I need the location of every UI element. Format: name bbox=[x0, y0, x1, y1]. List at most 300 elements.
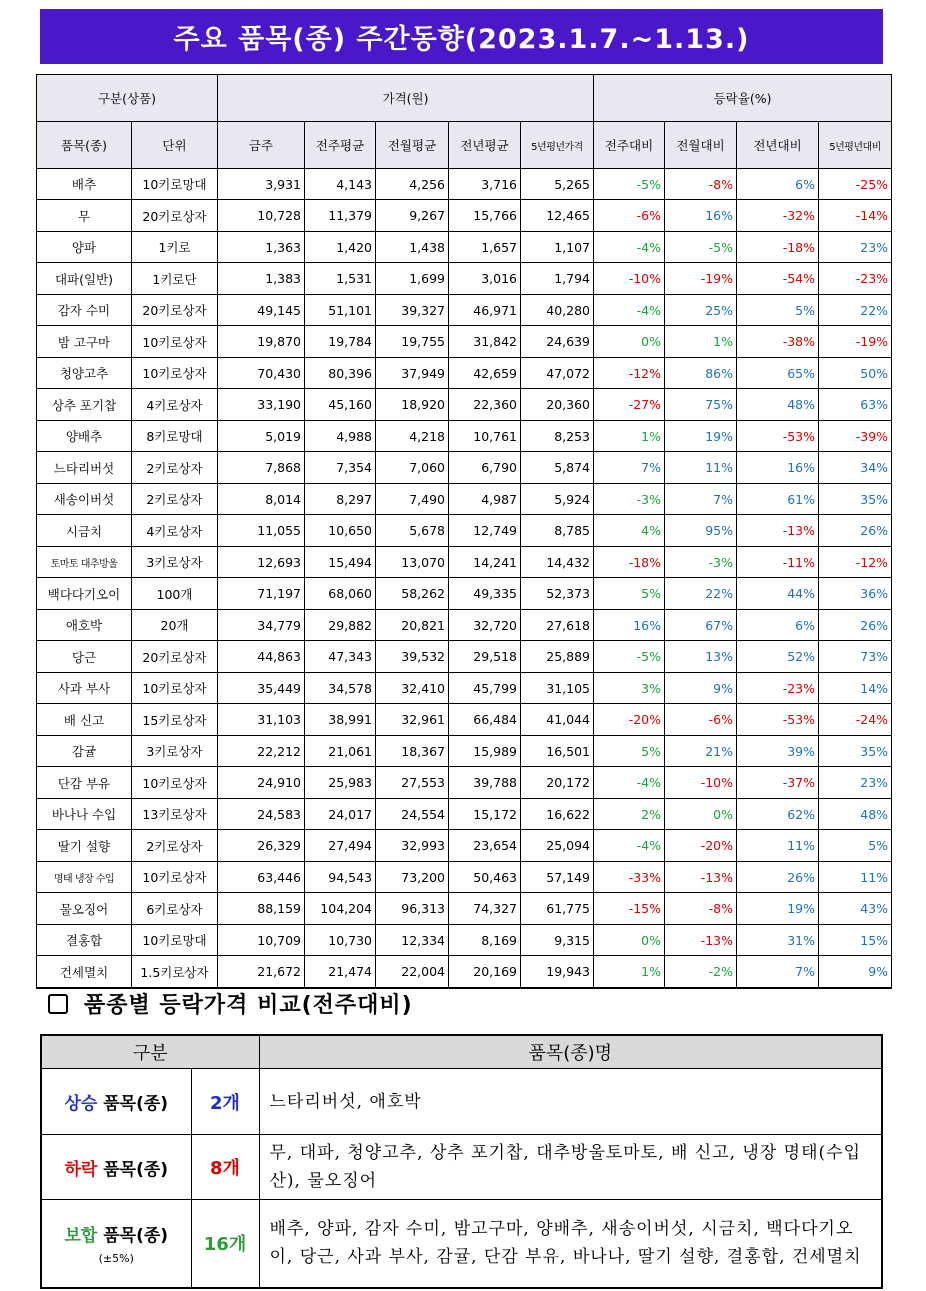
change-cell: 7% bbox=[737, 956, 819, 989]
item-name-cell: 배추 bbox=[37, 169, 132, 200]
change-cell: -33% bbox=[594, 862, 665, 893]
change-cell: 0% bbox=[665, 799, 737, 830]
change-cell: -53% bbox=[737, 421, 819, 452]
column-header: 전월대비 bbox=[665, 122, 737, 169]
change-cell: -54% bbox=[737, 263, 819, 295]
price-cell: 1,438 bbox=[376, 232, 449, 263]
table-row bbox=[37, 862, 892, 893]
change-cell: -2% bbox=[665, 956, 737, 989]
price-cell: 25,889 bbox=[521, 641, 594, 673]
change-cell: 75% bbox=[665, 389, 737, 421]
change-cell: 35% bbox=[819, 736, 892, 767]
column-header: 단위 bbox=[132, 122, 218, 169]
change-cell: 39% bbox=[737, 736, 819, 767]
price-cell: 40,280 bbox=[521, 295, 594, 326]
price-cell: 1,699 bbox=[376, 263, 449, 295]
table-row bbox=[37, 547, 892, 578]
comparison-section-heading bbox=[48, 988, 413, 1019]
change-cell: 35% bbox=[819, 484, 892, 515]
price-cell: 31,105 bbox=[521, 673, 594, 704]
price-cell: 52,373 bbox=[521, 578, 594, 610]
category-label: 품목(종) bbox=[97, 1159, 169, 1180]
price-cell: 1,794 bbox=[521, 263, 594, 295]
price-cell: 32,961 bbox=[376, 704, 449, 736]
price-cell: 20,172 bbox=[521, 767, 594, 799]
change-cell: 9% bbox=[819, 956, 892, 989]
table-row bbox=[37, 263, 892, 295]
change-cell: 1% bbox=[594, 956, 665, 989]
price-cell: 7,060 bbox=[376, 452, 449, 484]
price-cell: 25,094 bbox=[521, 830, 594, 862]
unit-cell: 6키로상자 bbox=[132, 893, 218, 925]
comparison-table bbox=[40, 1034, 883, 1289]
change-cell: -13% bbox=[665, 862, 737, 893]
change-cell: 23% bbox=[819, 767, 892, 799]
price-cell: 4,987 bbox=[449, 484, 521, 515]
column-header: 전주평균 bbox=[305, 122, 376, 169]
item-name-cell: 양배추 bbox=[37, 421, 132, 452]
price-cell: 20,360 bbox=[521, 389, 594, 421]
column-header: 전월평균 bbox=[376, 122, 449, 169]
change-cell: 13% bbox=[665, 641, 737, 673]
comparison-row bbox=[41, 1200, 882, 1288]
change-cell: 43% bbox=[819, 893, 892, 925]
price-cell: 5,874 bbox=[521, 452, 594, 484]
item-name-cell: 양파 bbox=[37, 232, 132, 263]
category-sub: (±5%) bbox=[98, 1252, 134, 1266]
price-cell: 39,327 bbox=[376, 295, 449, 326]
change-cell: -25% bbox=[819, 169, 892, 200]
change-cell: -4% bbox=[594, 295, 665, 326]
change-cell: 50% bbox=[819, 358, 892, 389]
unit-cell: 1.5키로상자 bbox=[132, 956, 218, 989]
price-cell: 42,659 bbox=[449, 358, 521, 389]
change-cell: -15% bbox=[594, 893, 665, 925]
price-cell: 8,297 bbox=[305, 484, 376, 515]
item-name-cell: 밤 고구마 bbox=[37, 326, 132, 358]
price-cell: 26,329 bbox=[218, 830, 305, 862]
price-cell: 29,882 bbox=[305, 610, 376, 641]
change-cell: -5% bbox=[594, 641, 665, 673]
price-cell: 31,842 bbox=[449, 326, 521, 358]
comparison-table-body bbox=[41, 1069, 882, 1288]
price-cell: 73,200 bbox=[376, 862, 449, 893]
item-name-cell: 배 신고 bbox=[37, 704, 132, 736]
unit-cell: 100개 bbox=[132, 578, 218, 610]
price-cell: 32,993 bbox=[376, 830, 449, 862]
category-prefix: 하락 bbox=[64, 1159, 98, 1180]
change-cell: 31% bbox=[737, 925, 819, 956]
price-cell: 24,910 bbox=[218, 767, 305, 799]
price-cell: 37,949 bbox=[376, 358, 449, 389]
category-label: 품목(종) bbox=[97, 1094, 169, 1114]
table-row bbox=[37, 830, 892, 862]
change-cell: 36% bbox=[819, 578, 892, 610]
price-cell: 21,474 bbox=[305, 956, 376, 989]
change-cell: 48% bbox=[737, 389, 819, 421]
price-cell: 4,256 bbox=[376, 169, 449, 200]
price-cell: 34,578 bbox=[305, 673, 376, 704]
price-cell: 13,070 bbox=[376, 547, 449, 578]
unit-cell: 20키로상자 bbox=[132, 641, 218, 673]
unit-cell: 3키로상자 bbox=[132, 547, 218, 578]
price-cell: 9,315 bbox=[521, 925, 594, 956]
price-cell: 1,420 bbox=[305, 232, 376, 263]
table-row bbox=[37, 358, 892, 389]
unit-cell: 2키로상자 bbox=[132, 452, 218, 484]
price-cell: 68,060 bbox=[305, 578, 376, 610]
comparison-header-items: 품목(종)명 bbox=[259, 1035, 882, 1069]
change-cell: -10% bbox=[665, 767, 737, 799]
price-cell: 49,145 bbox=[218, 295, 305, 326]
table-row bbox=[37, 956, 892, 989]
change-cell: 5% bbox=[594, 736, 665, 767]
price-cell: 29,518 bbox=[449, 641, 521, 673]
change-cell: -18% bbox=[737, 232, 819, 263]
item-name-cell: 결홍합 bbox=[37, 925, 132, 956]
change-cell: -39% bbox=[819, 421, 892, 452]
change-cell: -32% bbox=[737, 200, 819, 232]
change-cell: 4% bbox=[594, 515, 665, 547]
section-title: 품종별 등락가격 비교(전주대비) bbox=[84, 993, 413, 1018]
change-cell: -3% bbox=[665, 547, 737, 578]
table-row bbox=[37, 704, 892, 736]
change-cell: 1% bbox=[594, 421, 665, 452]
price-cell: 8,785 bbox=[521, 515, 594, 547]
price-cell: 24,639 bbox=[521, 326, 594, 358]
table-row bbox=[37, 515, 892, 547]
change-cell: 1% bbox=[665, 326, 737, 358]
comparison-category bbox=[41, 1200, 191, 1288]
change-cell: 6% bbox=[737, 610, 819, 641]
price-cell: 8,169 bbox=[449, 925, 521, 956]
unit-cell: 10키로망대 bbox=[132, 925, 218, 956]
category-prefix: 상승 bbox=[64, 1094, 98, 1114]
price-cell: 96,313 bbox=[376, 893, 449, 925]
change-cell: -8% bbox=[665, 169, 737, 200]
item-name-cell: 당근 bbox=[37, 641, 132, 673]
change-cell: 0% bbox=[594, 925, 665, 956]
table-row bbox=[37, 610, 892, 641]
unit-cell: 8키로망대 bbox=[132, 421, 218, 452]
price-cell: 12,749 bbox=[449, 515, 521, 547]
change-cell: -13% bbox=[737, 515, 819, 547]
table-row bbox=[37, 232, 892, 263]
change-cell: 52% bbox=[737, 641, 819, 673]
price-cell: 1,363 bbox=[218, 232, 305, 263]
checkbox-icon bbox=[48, 994, 68, 1014]
change-cell: 9% bbox=[665, 673, 737, 704]
price-cell: 24,017 bbox=[305, 799, 376, 830]
category-prefix: 보합 bbox=[64, 1226, 98, 1247]
change-cell: -3% bbox=[594, 484, 665, 515]
unit-cell: 10키로상자 bbox=[132, 358, 218, 389]
change-cell: 6% bbox=[737, 169, 819, 200]
price-cell: 88,159 bbox=[218, 893, 305, 925]
column-header: 전년평균 bbox=[449, 122, 521, 169]
price-cell: 80,396 bbox=[305, 358, 376, 389]
price-cell: 3,716 bbox=[449, 169, 521, 200]
price-cell: 10,650 bbox=[305, 515, 376, 547]
item-name-cell: 무 bbox=[37, 200, 132, 232]
change-cell: 7% bbox=[594, 452, 665, 484]
price-cell: 19,784 bbox=[305, 326, 376, 358]
price-cell: 15,766 bbox=[449, 200, 521, 232]
price-cell: 25,983 bbox=[305, 767, 376, 799]
change-cell: -20% bbox=[665, 830, 737, 862]
table-row bbox=[37, 799, 892, 830]
column-header: 전년대비 bbox=[737, 122, 819, 169]
change-cell: 48% bbox=[819, 799, 892, 830]
change-cell: 86% bbox=[665, 358, 737, 389]
change-cell: -4% bbox=[594, 232, 665, 263]
unit-cell: 4키로상자 bbox=[132, 389, 218, 421]
price-cell: 51,101 bbox=[305, 295, 376, 326]
change-cell: 15% bbox=[819, 925, 892, 956]
item-name-cell: 대파(일반) bbox=[37, 263, 132, 295]
price-cell: 12,334 bbox=[376, 925, 449, 956]
comparison-items: 느타리버섯, 애호박 bbox=[259, 1069, 882, 1135]
price-cell: 10,709 bbox=[218, 925, 305, 956]
price-cell: 5,265 bbox=[521, 169, 594, 200]
price-cell: 4,218 bbox=[376, 421, 449, 452]
change-cell: -5% bbox=[665, 232, 737, 263]
comparison-row bbox=[41, 1135, 882, 1200]
price-cell: 58,262 bbox=[376, 578, 449, 610]
item-name-cell: 느타리버섯 bbox=[37, 452, 132, 484]
change-cell: 16% bbox=[737, 452, 819, 484]
price-cell: 63,446 bbox=[218, 862, 305, 893]
change-cell: 3% bbox=[594, 673, 665, 704]
price-cell: 20,821 bbox=[376, 610, 449, 641]
change-cell: 26% bbox=[737, 862, 819, 893]
change-cell: 21% bbox=[665, 736, 737, 767]
item-name-cell: 딸기 설향 bbox=[37, 830, 132, 862]
change-cell: -10% bbox=[594, 263, 665, 295]
price-cell: 45,160 bbox=[305, 389, 376, 421]
price-cell: 71,197 bbox=[218, 578, 305, 610]
price-cell: 21,672 bbox=[218, 956, 305, 989]
change-cell: 22% bbox=[665, 578, 737, 610]
price-cell: 4,143 bbox=[305, 169, 376, 200]
price-cell: 19,943 bbox=[521, 956, 594, 989]
item-name-cell: 상추 포기찹 bbox=[37, 389, 132, 421]
unit-cell: 1키로단 bbox=[132, 263, 218, 295]
change-cell: 7% bbox=[665, 484, 737, 515]
item-name-cell: 감귤 bbox=[37, 736, 132, 767]
table-row bbox=[37, 767, 892, 799]
change-cell: -11% bbox=[737, 547, 819, 578]
price-cell: 27,553 bbox=[376, 767, 449, 799]
column-header: 품목(종) bbox=[37, 122, 132, 169]
price-cell: 27,494 bbox=[305, 830, 376, 862]
change-cell: -6% bbox=[594, 200, 665, 232]
item-name-cell: 바나나 수입 bbox=[37, 799, 132, 830]
price-cell: 5,924 bbox=[521, 484, 594, 515]
price-cell: 7,868 bbox=[218, 452, 305, 484]
change-cell: 25% bbox=[665, 295, 737, 326]
table-row bbox=[37, 421, 892, 452]
table-row bbox=[37, 925, 892, 956]
price-cell: 15,989 bbox=[449, 736, 521, 767]
unit-cell: 15키로상자 bbox=[132, 704, 218, 736]
price-cell: 10,730 bbox=[305, 925, 376, 956]
change-cell: -6% bbox=[665, 704, 737, 736]
price-cell: 70,430 bbox=[218, 358, 305, 389]
table-row bbox=[37, 893, 892, 925]
price-cell: 7,354 bbox=[305, 452, 376, 484]
price-cell: 7,490 bbox=[376, 484, 449, 515]
change-cell: -18% bbox=[594, 547, 665, 578]
unit-cell: 10키로상자 bbox=[132, 673, 218, 704]
unit-cell: 10키로상자 bbox=[132, 767, 218, 799]
price-cell: 6,790 bbox=[449, 452, 521, 484]
comparison-items: 배추, 양파, 감자 수미, 밤고구마, 양배추, 새송이버섯, 시금치, 백다다기오이, 당근, 사과 부사, 감귤, 단감 부유, 바나나, 딸기 설향, 결홍합, 건세멸치 bbox=[259, 1200, 882, 1288]
price-cell: 12,465 bbox=[521, 200, 594, 232]
price-cell: 33,190 bbox=[218, 389, 305, 421]
table-row bbox=[37, 452, 892, 484]
price-cell: 18,920 bbox=[376, 389, 449, 421]
item-name-cell: 사과 부사 bbox=[37, 673, 132, 704]
column-header-row bbox=[37, 122, 892, 169]
column-header: 5년평년가격 bbox=[521, 122, 594, 169]
price-cell: 10,761 bbox=[449, 421, 521, 452]
item-name-cell: 청양고추 bbox=[37, 358, 132, 389]
table-row bbox=[37, 736, 892, 767]
price-cell: 24,583 bbox=[218, 799, 305, 830]
price-cell: 14,432 bbox=[521, 547, 594, 578]
change-cell: -37% bbox=[737, 767, 819, 799]
price-cell: 20,169 bbox=[449, 956, 521, 989]
group-header-category: 구분(상품) bbox=[37, 75, 218, 122]
change-cell: 16% bbox=[594, 610, 665, 641]
price-cell: 1,383 bbox=[218, 263, 305, 295]
change-cell: 61% bbox=[737, 484, 819, 515]
change-cell: -12% bbox=[819, 547, 892, 578]
price-cell: 104,204 bbox=[305, 893, 376, 925]
price-cell: 74,327 bbox=[449, 893, 521, 925]
unit-cell: 3키로상자 bbox=[132, 736, 218, 767]
column-header: 5년평년대비 bbox=[819, 122, 892, 169]
price-cell: 34,779 bbox=[218, 610, 305, 641]
change-cell: 0% bbox=[594, 326, 665, 358]
item-name-cell: 백다다기오이 bbox=[37, 578, 132, 610]
item-name-cell: 건세멸치 bbox=[37, 956, 132, 989]
price-cell: 39,532 bbox=[376, 641, 449, 673]
table-row bbox=[37, 673, 892, 704]
price-cell: 38,991 bbox=[305, 704, 376, 736]
change-cell: 14% bbox=[819, 673, 892, 704]
change-cell: 22% bbox=[819, 295, 892, 326]
change-cell: -24% bbox=[819, 704, 892, 736]
change-cell: -14% bbox=[819, 200, 892, 232]
comparison-category bbox=[41, 1069, 191, 1135]
table-row bbox=[37, 578, 892, 610]
unit-cell: 10키로망대 bbox=[132, 169, 218, 200]
price-cell: 14,241 bbox=[449, 547, 521, 578]
price-cell: 9,267 bbox=[376, 200, 449, 232]
table-row bbox=[37, 295, 892, 326]
unit-cell: 2키로상자 bbox=[132, 484, 218, 515]
price-cell: 18,367 bbox=[376, 736, 449, 767]
price-cell: 27,618 bbox=[521, 610, 594, 641]
change-cell: -8% bbox=[665, 893, 737, 925]
unit-cell: 20개 bbox=[132, 610, 218, 641]
price-cell: 21,061 bbox=[305, 736, 376, 767]
table-row bbox=[37, 484, 892, 515]
change-cell: -19% bbox=[665, 263, 737, 295]
price-cell: 19,870 bbox=[218, 326, 305, 358]
group-header-price: 가격(원) bbox=[218, 75, 594, 122]
item-name-cell: 물오징어 bbox=[37, 893, 132, 925]
price-cell: 50,463 bbox=[449, 862, 521, 893]
price-cell: 47,343 bbox=[305, 641, 376, 673]
price-cell: 1,107 bbox=[521, 232, 594, 263]
unit-cell: 20키로상자 bbox=[132, 200, 218, 232]
item-name-cell: 감자 수미 bbox=[37, 295, 132, 326]
price-cell: 15,172 bbox=[449, 799, 521, 830]
change-cell: -12% bbox=[594, 358, 665, 389]
price-cell: 8,253 bbox=[521, 421, 594, 452]
comparison-count: 2개 bbox=[191, 1069, 259, 1135]
price-cell: 24,554 bbox=[376, 799, 449, 830]
group-header-change: 등락율(%) bbox=[594, 75, 892, 122]
price-cell: 15,494 bbox=[305, 547, 376, 578]
change-cell: 5% bbox=[819, 830, 892, 862]
price-cell: 23,654 bbox=[449, 830, 521, 862]
column-header: 금주 bbox=[218, 122, 305, 169]
item-name-cell: 단감 부유 bbox=[37, 767, 132, 799]
price-cell: 47,072 bbox=[521, 358, 594, 389]
change-cell: 95% bbox=[665, 515, 737, 547]
item-name-cell: 새송이버섯 bbox=[37, 484, 132, 515]
price-cell: 32,410 bbox=[376, 673, 449, 704]
page-title: 주요 품목(종) 주간동향(2023.1.7.~1.13.) bbox=[40, 9, 883, 64]
change-cell: 19% bbox=[665, 421, 737, 452]
category-label: 품목(종) bbox=[97, 1226, 169, 1247]
price-cell: 49,335 bbox=[449, 578, 521, 610]
price-cell: 3,016 bbox=[449, 263, 521, 295]
price-cell: 46,971 bbox=[449, 295, 521, 326]
price-cell: 22,212 bbox=[218, 736, 305, 767]
price-cell: 11,379 bbox=[305, 200, 376, 232]
unit-cell: 10키로상자 bbox=[132, 326, 218, 358]
item-name-cell: 애호박 bbox=[37, 610, 132, 641]
table-row bbox=[37, 169, 892, 200]
comparison-category bbox=[41, 1135, 191, 1200]
comparison-count: 16개 bbox=[191, 1200, 259, 1288]
change-cell: 65% bbox=[737, 358, 819, 389]
change-cell: -38% bbox=[737, 326, 819, 358]
unit-cell: 13키로상자 bbox=[132, 799, 218, 830]
price-cell: 19,755 bbox=[376, 326, 449, 358]
change-cell: 5% bbox=[594, 578, 665, 610]
change-cell: 26% bbox=[819, 515, 892, 547]
price-cell: 10,728 bbox=[218, 200, 305, 232]
change-cell: -4% bbox=[594, 830, 665, 862]
change-cell: -23% bbox=[819, 263, 892, 295]
change-cell: 11% bbox=[665, 452, 737, 484]
change-cell: 11% bbox=[819, 862, 892, 893]
change-cell: 63% bbox=[819, 389, 892, 421]
change-cell: 26% bbox=[819, 610, 892, 641]
change-cell: 67% bbox=[665, 610, 737, 641]
table-row bbox=[37, 200, 892, 232]
change-cell: 5% bbox=[737, 295, 819, 326]
price-cell: 1,531 bbox=[305, 263, 376, 295]
price-cell: 12,693 bbox=[218, 547, 305, 578]
price-cell: 41,044 bbox=[521, 704, 594, 736]
